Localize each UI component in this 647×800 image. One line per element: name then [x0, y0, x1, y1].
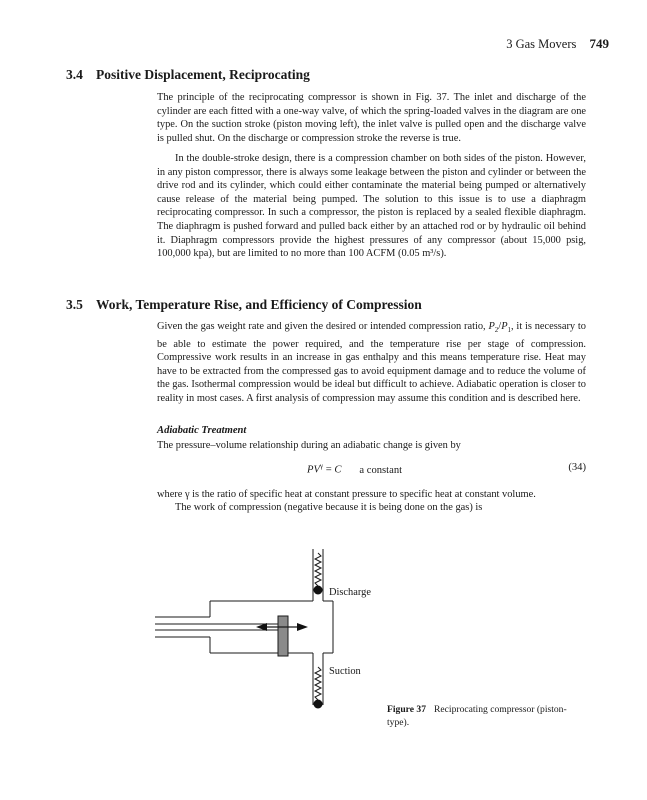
paragraph: [157, 320, 586, 406]
equation-rhs: C: [334, 464, 342, 476]
running-head: 3 Gas Movers: [506, 37, 577, 51]
section-title: Positive Displacement, Reciprocating: [96, 67, 310, 82]
section-title: Work, Temperature Rise, and Efficiency of Compression: [96, 297, 422, 312]
equation-note: a constant: [359, 464, 403, 476]
running-header: [506, 36, 609, 52]
section-heading-3-5: [66, 297, 422, 313]
section-number: 3.4: [66, 67, 83, 82]
section-number: 3.5: [66, 297, 83, 312]
paragraph: where γ is the ratio of specific heat at constant pressure to specific heat at constant volume.: [157, 489, 536, 500]
equation-equals: =: [323, 464, 335, 476]
ratio-subscript: 2: [494, 326, 499, 335]
ratio-symbol: P: [488, 321, 495, 332]
compressor-diagram: [150, 543, 390, 713]
paragraph: The principle of the reciprocating compressor is shown in Fig. 37. The inlet and discharge of the cylinder are each fitted with a one-way valve, of which the spring-loaded valves in the diagram are one type. On the suction stroke (piston moving left), the inlet valve is pulled open and the discharge valve is pulled shut. On the discharge or compression stroke the reverse is true.: [157, 92, 586, 144]
ratio-symbol: P: [501, 321, 508, 332]
page-number: 749: [589, 36, 609, 51]
ratio-slash: /: [498, 321, 502, 332]
paragraph: The pressure–volume relationship during an adiabatic change is given by: [157, 440, 461, 451]
section-heading-3-4: [66, 67, 310, 83]
text-span: Given the gas weight rate and given the desired or intended compression ratio,: [157, 321, 489, 332]
equation-number: (34): [568, 462, 586, 473]
text-span: , it is necessary to be able to estimate the power required, and the temperature rise per stage of compression. Compressive work results in an increase in gas enthalpy and this means temperature rise. Heat may have to be extracted from the compressed gas to avoid equipment damage and to reduce the volume of the gas. Isothermal compression would be ideal but difficult to achieve. Adiabatic operation is closer to reality in most cases. A first analysis of compression may assume this condition and is described here.: [157, 321, 586, 405]
equation-exponent: γ: [319, 462, 324, 470]
caption-text: Reciprocating compressor (piston-type).: [387, 704, 567, 728]
paragraph: The work of compression (negative because it is being done on the gas) is: [175, 502, 483, 513]
equation-lhs: PV: [307, 464, 320, 476]
label-discharge: Discharge: [329, 587, 371, 598]
figure-37: [150, 543, 390, 713]
caption-label: Figure 37: [387, 704, 426, 715]
figure-caption: [387, 703, 587, 729]
paragraph: In the double-stroke design, there is a compression chamber on both sides of the piston. However, in any piston compressor, there is always some leakage between the piston and cylinder or between the drive rod and its cylinder, which could either contaminate the material being pumped or alternatively cause release of the material being pumped. The solution to this issue is to use a diaphragm reciprocating compressor. In such a compressor, the piston is replaced by a sealed flexible diaphragm. The diaphragm is pushed forward and pulled back either by an attached rod or by hydraulic oil behind it. Diaphragm compressors provide the highest pressures of any compressor (about 15,000 psig, 100,000 kpa), but are limited to no more than 100 ACFM (0.05 m³/s).: [157, 153, 586, 260]
equation-body: [307, 462, 402, 476]
equation-34: [157, 462, 586, 476]
ratio-subscript: 1: [507, 326, 512, 335]
subheading: Adiabatic Treatment: [157, 425, 247, 436]
label-suction: Suction: [329, 666, 361, 677]
